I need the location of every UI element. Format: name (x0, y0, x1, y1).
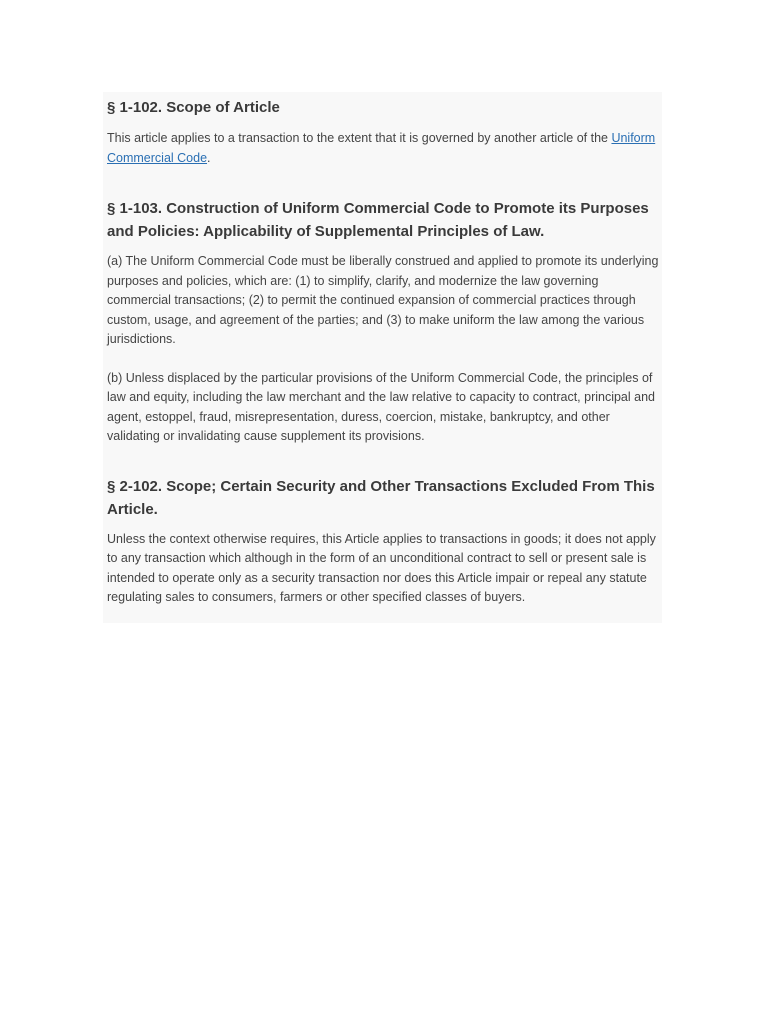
section-2-102 (107, 475, 660, 608)
document-body (107, 96, 660, 608)
section-paragraph-b: (b) Unless displaced by the particular provisions of the Uniform Commercial Code, the principles of law and equity, including the law merchant and the law relative to capacity to contract, principal and agent, estoppel, fraud, misrepresentation, duress, coercion, mistake, bankruptcy, and other validating or invalidating cause supplement its provisions. (107, 370, 655, 443)
section-heading: § 1-102. Scope of Article (107, 99, 280, 116)
section-1-102 (107, 96, 660, 168)
section-paragraph: Unless the context otherwise requires, this Article applies to transactions in goods; it does not apply to any transaction which although in the form of an unconditional contract to sell or present sale is intended to operate only as a security transaction nor does this Article impair or repeal any statute regulating sales to consumers, farmers or other specified classes of buyers. (107, 531, 656, 604)
section-paragraph (107, 129, 660, 168)
paragraph-text: This article applies to a transaction to the extent that it is governed by another article of the (107, 131, 612, 145)
paragraph-text-end: . (207, 150, 211, 165)
document-panel (103, 92, 662, 623)
section-1-103 (107, 197, 660, 447)
uniform-commercial-code-link[interactable]: Uniform Commercial Code (107, 131, 656, 165)
section-heading: § 2-102. Scope; Certain Security and Other Transactions Excluded From This Article. (107, 477, 655, 518)
section-heading: § 1-103. Construction of Uniform Commercial Code to Promote its Purposes and Policies: Applicability of Supplemental Principles of Law. (107, 200, 649, 240)
section-paragraph-a: (a) The Uniform Commercial Code must be liberally construed and applied to promote its underlying purposes and policies, which are: (1) to simplify, clarify, and modernize the law governing commercial transactions; (2) to permit the continued expansion of commercial practices through custom, usage, and agreement of the parties; and (3) to make uniform the law among the various jurisdictions. (107, 254, 659, 346)
